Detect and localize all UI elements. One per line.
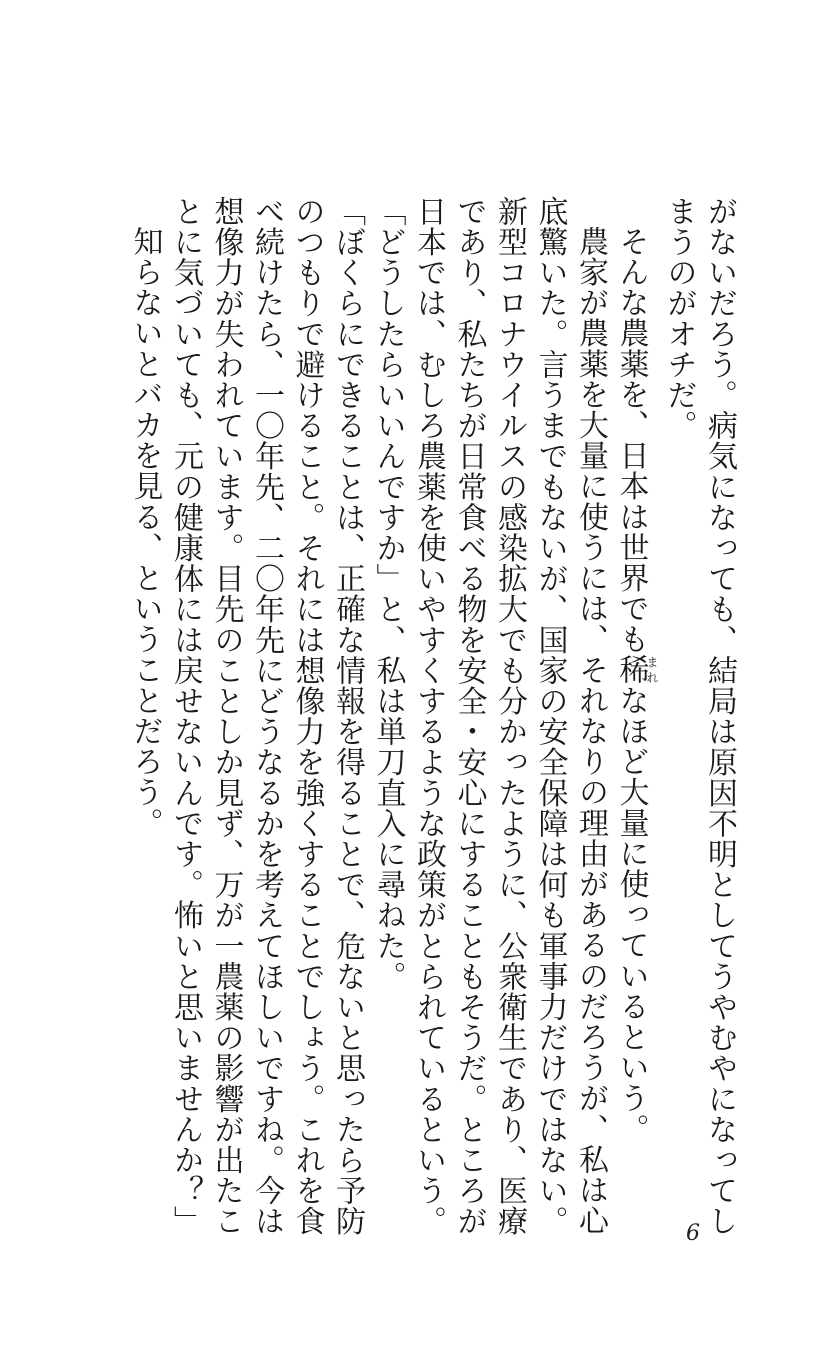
paragraph bbox=[658, 196, 739, 1246]
ruby-reading: まれ bbox=[645, 654, 659, 685]
vertical-text-body bbox=[124, 196, 739, 1246]
paragraph bbox=[124, 196, 165, 1246]
paragraph bbox=[408, 196, 611, 1246]
text-segment: 「どうしたらいいんですか」と、私は単刀直入に尋ねた。 bbox=[370, 196, 406, 992]
text-segment: 農家が農薬を大量に使うには、それなりの理由があるのだろうが、私は心底驚いた。言うまでもないが、国家の安全保障は何も軍事力だけではない。新型コロナウイルスの感染拡大でも分かったように、公衆衛生であり、医療であり、私たちが日常食べる物を安全・安心にすることもそうだ。ところが日本では、むしろ農薬を使いやすくするような政策がとられているという。 bbox=[411, 196, 608, 1237]
text-segment: がないだろう。病気になっても、結局は原因不明としてうやむやになってしまうのがオチだ。 bbox=[661, 196, 737, 1237]
paragraph bbox=[367, 196, 408, 1246]
paragraph bbox=[610, 196, 658, 1246]
page-number: 6 bbox=[686, 1221, 700, 1246]
paragraph bbox=[165, 196, 368, 1246]
text-segment: そんな農薬を、日本は世界でも bbox=[613, 226, 649, 655]
ruby-annotation bbox=[613, 654, 659, 686]
ruby-base: 稀 bbox=[613, 654, 649, 686]
text-segment: 「ぼくらにできることは、正確な情報を得ることで、危ないと思ったら予防のつもりで避けること。それには想像力を強くすることでしょう。これを食べ続けたら、一〇年先、二〇年先にどうなるかを考えてほしいですね。今は想像力が失われています。目先のことしか見ず、万が一農薬の影響が出たことに気づいても、元の健康体には戻せないんです。怖いと思いませんか？」 bbox=[168, 196, 365, 1237]
text-segment: なほど大量に使っているという。 bbox=[613, 685, 649, 1145]
text-segment: 知らないとバカを見る、ということだろう。 bbox=[127, 226, 163, 838]
